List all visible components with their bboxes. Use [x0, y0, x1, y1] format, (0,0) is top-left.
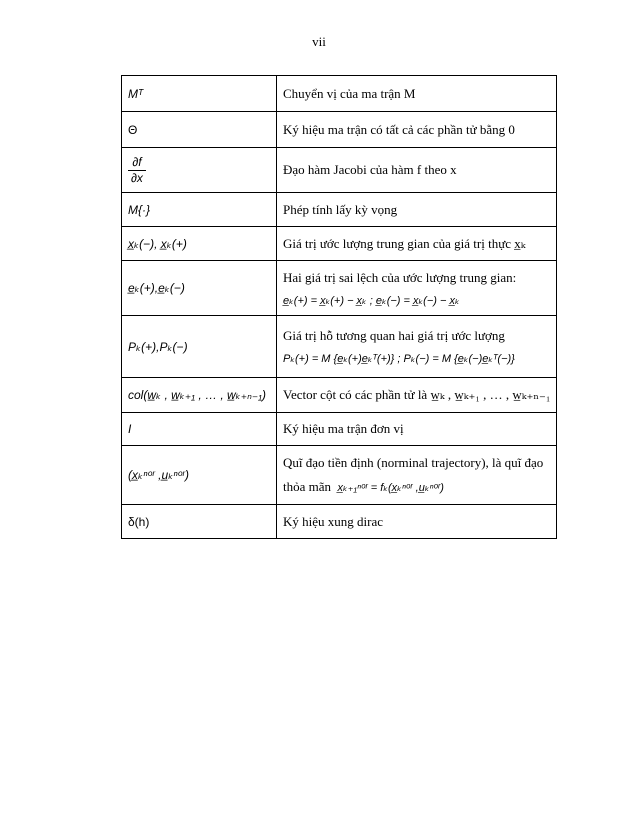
description: Phép tính lấy kỳ vọng — [283, 201, 398, 217]
table-row — [122, 112, 557, 148]
notation-table — [121, 75, 557, 539]
symbol-cell — [122, 505, 277, 539]
symbol: Pₖ(+),Pₖ(−) — [128, 339, 188, 354]
description: Giá trị ước lượng trung gian của giá trị thực x̲ₖ — [283, 235, 526, 251]
symbol-cell — [122, 413, 277, 446]
error-formula: e̲ₖ(+) = x̲ₖ(+) − x̲ₖ ; e̲ₖ(−) = x̲ₖ(−) − x̲ₖ — [283, 294, 460, 307]
description-cell — [277, 413, 557, 446]
description: Ký hiệu ma trận có tất cả các phần tử bằng 0 — [283, 121, 515, 137]
symbol: col(w̲ₖ , w̲ₖ₊₁ , … , w̲ₖ₊ₙ₋₁) — [128, 388, 267, 402]
symbol-cell — [122, 193, 277, 227]
table-row — [122, 148, 557, 193]
table-row — [122, 413, 557, 446]
symbol: e̲ₖ(+),e̲ₖ(−) — [128, 281, 185, 295]
description: Quĩ đạo tiền định (norminal trajectory), là quĩ đạo — [283, 455, 544, 470]
trajectory-formula: x̲ₖ₊₁ⁿᵒʳ = fₖ(x̲ₖⁿᵒʳ ,u̲ₖⁿᵒʳ) — [337, 482, 444, 494]
description-cell — [277, 112, 557, 148]
symbol-cell — [122, 112, 277, 148]
page-number: vii — [312, 34, 326, 49]
symbol: δ(h) — [128, 514, 150, 529]
symbol: (x̲ₖⁿᵒʳ ,u̲ₖⁿᵒʳ) — [128, 468, 190, 482]
symbol: M{·} — [128, 202, 151, 217]
table-row — [122, 227, 557, 261]
description-continued: thỏa mãn — [283, 479, 332, 494]
symbol-cell — [122, 261, 277, 316]
partial-derivative-fraction — [128, 155, 146, 186]
table-row — [122, 76, 557, 112]
symbol-cell — [122, 378, 277, 413]
description-cell — [277, 76, 557, 112]
covariance-formula: Pₖ(+) = M {e̲ₖ(+)e̲ₖᵀ(+)} ; Pₖ(−) = M {e̲ₖ(−)e̲ₖᵀ(−)} — [283, 353, 515, 365]
symbol-cell — [122, 76, 277, 112]
description: Hai giá trị sai lệch của ước lượng trung gian: — [283, 269, 517, 285]
description-cell — [277, 261, 557, 316]
description-cell — [277, 227, 557, 261]
table-row — [122, 193, 557, 227]
symbol-cell — [122, 316, 277, 378]
description-cell — [277, 505, 557, 539]
symbol: Θ — [128, 122, 138, 137]
table-row — [122, 316, 557, 378]
description: Vector cột có các phần tử là w̲ₖ , w̲ₖ₊₁ , … , w̲ₖ₊ₙ₋₁ — [283, 387, 551, 402]
description: Ký hiệu ma trận đơn vị — [283, 421, 404, 436]
description: Chuyển vị của ma trận M — [283, 85, 416, 101]
table-row — [122, 446, 557, 505]
table-row — [122, 261, 557, 316]
symbol: I — [128, 422, 132, 436]
description-cell — [277, 446, 557, 505]
fraction-denominator: ∂x — [131, 170, 143, 185]
fraction-numerator: ∂f — [128, 155, 146, 171]
symbol-cell — [122, 148, 277, 193]
symbol: x̲ₖ(−), x̲ₖ(+) — [128, 236, 187, 251]
description: Giá trị hỗ tương quan hai giá trị ước lượng — [283, 328, 505, 343]
description-cell — [277, 316, 557, 378]
table-row — [122, 505, 557, 539]
description-cell — [277, 378, 557, 413]
description: Ký hiệu xung dirac — [283, 513, 384, 529]
symbol: Mᵀ — [128, 86, 143, 101]
symbol-cell — [122, 227, 277, 261]
table-row — [122, 378, 557, 413]
symbol-cell — [122, 446, 277, 505]
description: Đạo hàm Jacobi của hàm f theo x — [283, 162, 457, 177]
description-cell — [277, 193, 557, 227]
description-cell — [277, 148, 557, 193]
